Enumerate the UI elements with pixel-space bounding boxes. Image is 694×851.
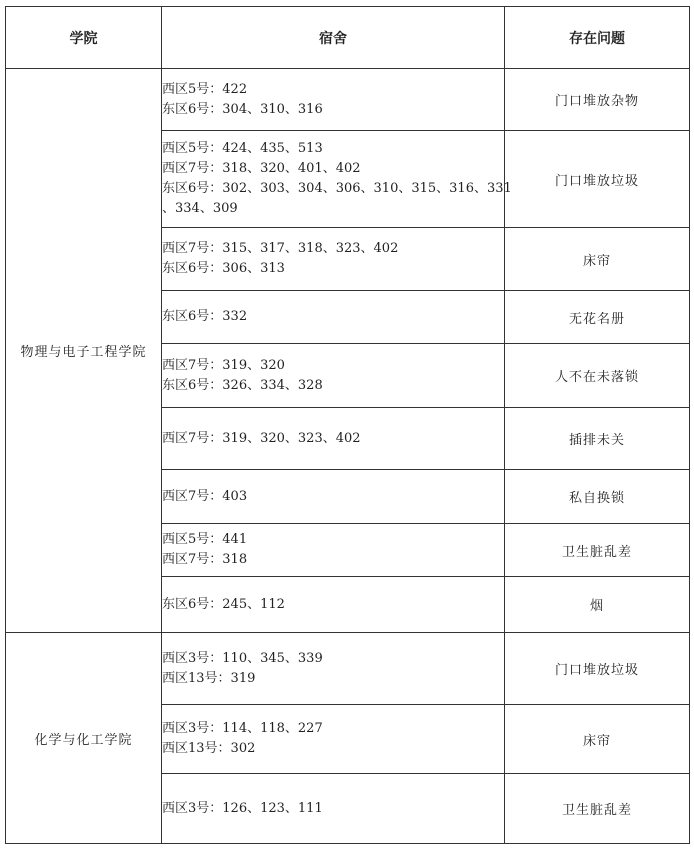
- dorm-line: 东区6号：302、303、304、306、310、315、316、331: [162, 181, 512, 196]
- dorm-line: 西区3号：114、118、227: [162, 721, 323, 736]
- dorm-line: 西区7号：403: [162, 488, 248, 504]
- dorm-line: 、334、309: [162, 201, 238, 216]
- header-row: [6, 7, 690, 69]
- dorm-line: 西区7号：315、317、318、323、402: [162, 241, 399, 256]
- dorm-cell: [162, 470, 505, 524]
- dorm-line: 东区6号：326、334、328: [162, 377, 323, 393]
- dorm-line: 东区6号：306、313: [162, 261, 285, 276]
- dorm-line: 西区3号：110、345、339: [162, 650, 323, 666]
- issue-cell: 私自换锁: [505, 470, 690, 524]
- dorm-cell: [162, 774, 505, 844]
- dorm-line: 西区3号：126、123、111: [162, 800, 323, 816]
- dorm-line: 西区5号：441: [162, 532, 248, 547]
- dorm-line: 西区13号：302: [162, 741, 256, 756]
- dorm-cell: [162, 131, 512, 228]
- college-cell: 物理与电子工程学院: [6, 69, 162, 633]
- table-row: [6, 633, 690, 705]
- issue-cell: 门口堆放垃圾: [505, 131, 690, 228]
- issue-cell: 床帘: [505, 228, 690, 291]
- dorm-cell: [162, 69, 505, 131]
- dorm-line: 西区5号：424、435、513: [162, 141, 323, 156]
- issue-cell: 人不在未落锁: [505, 344, 690, 408]
- college-cell: 化学与化工学院: [6, 633, 162, 844]
- dorm-line: 西区13号：319: [162, 670, 256, 686]
- dorm-cell: [162, 291, 505, 344]
- header-dorm: 宿舍: [162, 7, 505, 69]
- dorm-line: 东区6号：304、310、316: [162, 101, 323, 117]
- issue-cell: 门口堆放杂物: [505, 69, 690, 131]
- dorm-line: 西区7号：319、320、323、402: [162, 430, 361, 446]
- issue-cell: 卫生脏乱差: [505, 524, 690, 577]
- dorm-cell: [162, 633, 505, 705]
- dorm-line: 西区7号：319、320: [162, 357, 285, 373]
- dorm-line: 西区7号：318、320、401、402: [162, 161, 361, 176]
- dorm-line: 东区6号：332: [162, 309, 248, 324]
- issue-cell: 无花名册: [505, 291, 690, 344]
- issue-cell: 卫生脏乱差: [505, 774, 690, 844]
- issue-cell: 床帘: [505, 705, 690, 774]
- dorm-line: 西区5号：422: [162, 81, 248, 97]
- header-college: 学院: [6, 7, 162, 69]
- dorm-line: 西区7号：318: [162, 552, 248, 567]
- dorm-cell: [162, 228, 505, 291]
- inspection-table: [5, 6, 690, 844]
- issue-cell: 烟: [505, 577, 690, 633]
- dorm-cell: [162, 408, 505, 470]
- header-issue: 存在问题: [505, 7, 690, 69]
- dorm-cell: [162, 705, 505, 774]
- dorm-cell: [162, 524, 505, 577]
- table-row: [6, 69, 690, 131]
- dorm-cell: [162, 344, 505, 408]
- dorm-cell: [162, 577, 505, 633]
- issue-cell: 门口堆放垃圾: [505, 633, 690, 705]
- dorm-line: 东区6号：245、112: [162, 596, 285, 612]
- issue-cell: 插排未关: [505, 408, 690, 470]
